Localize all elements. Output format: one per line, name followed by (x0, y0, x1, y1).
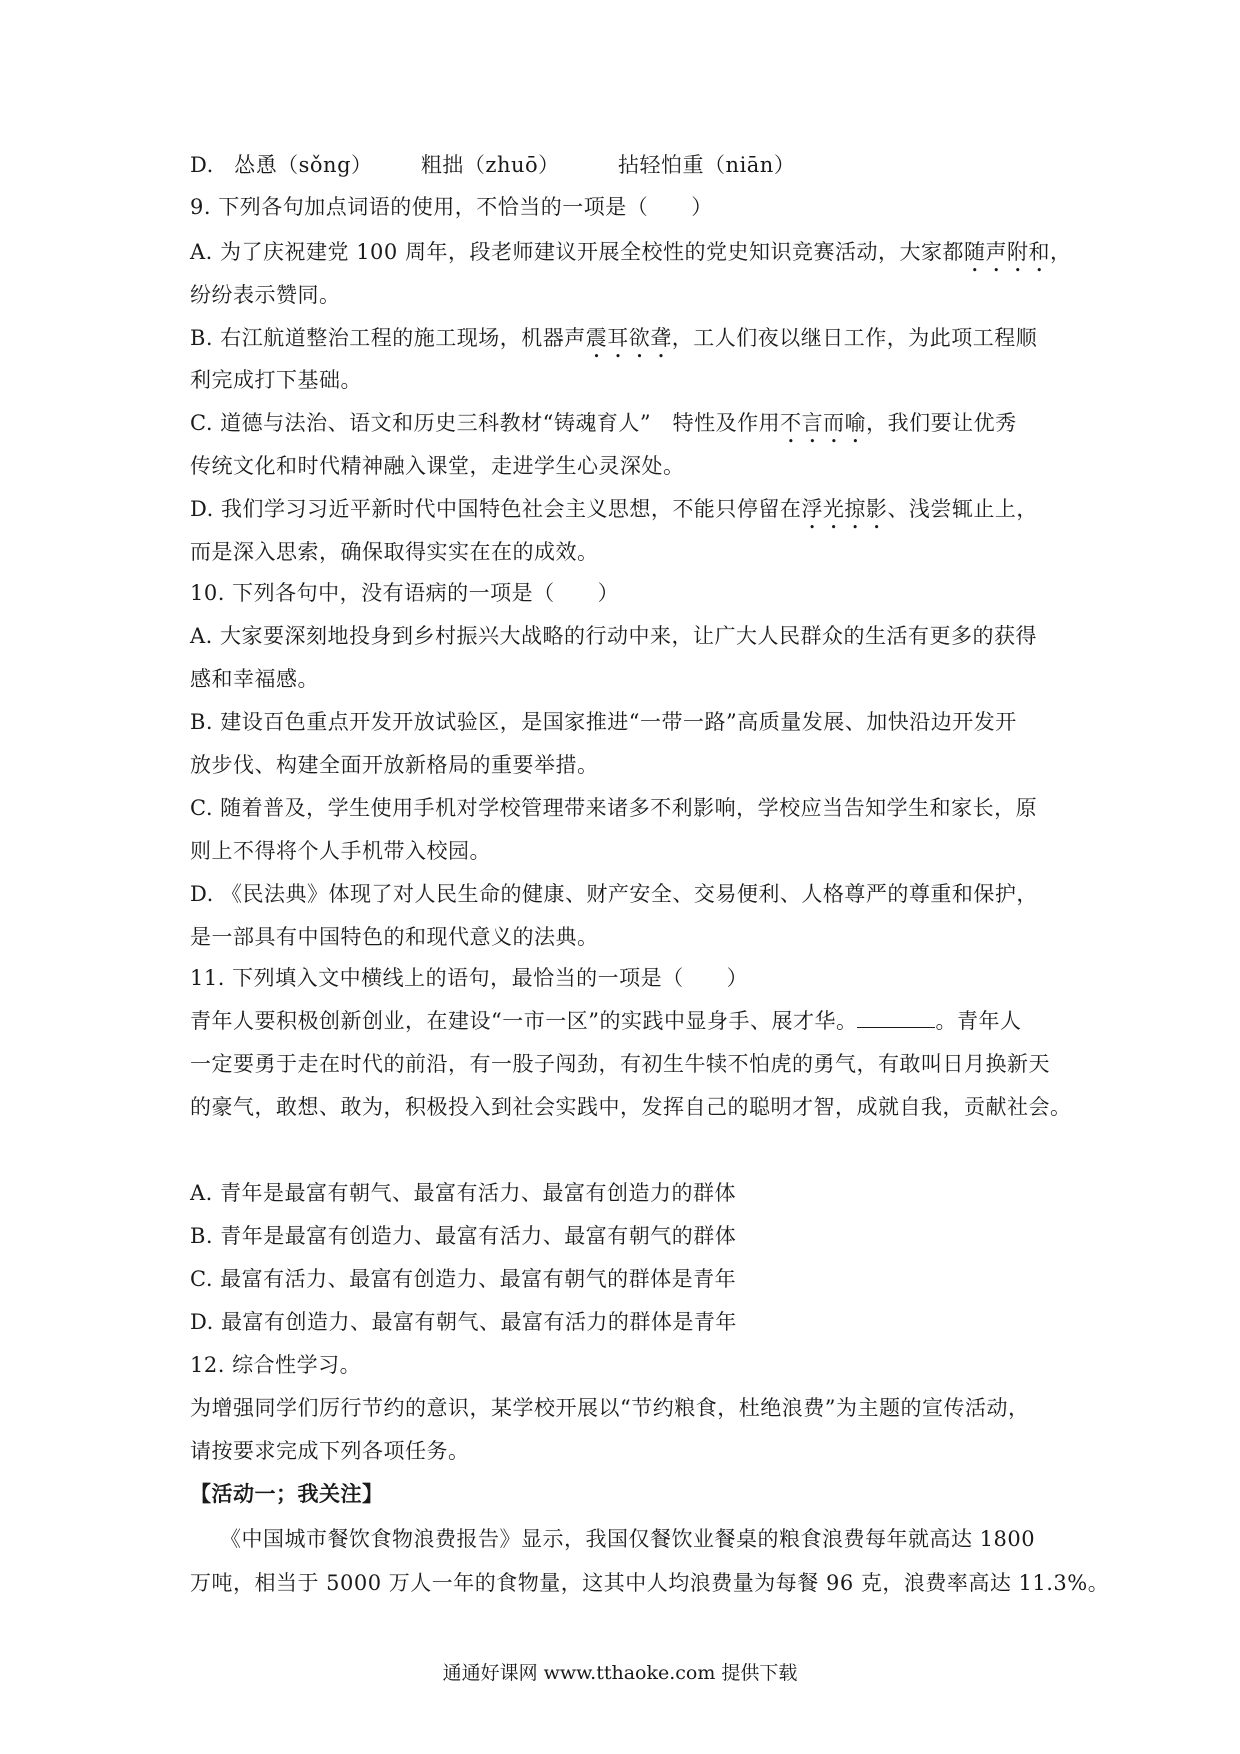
q11-stem: 11. 下列填入文中横线上的语句，最恰当的一项是（ ） (190, 966, 749, 990)
q11-passage-line-2: 一定要勇于走在时代的前沿，有一股子闯劲，有初生牛犊不怕虎的勇气，有敢叫日月换新天 (190, 1052, 1050, 1076)
q11-option-c: C. 最富有活力、最富有创造力、最富有朝气的群体是青年 (190, 1267, 737, 1291)
q10-option-d-cont: 是一部具有中国特色的和现代意义的法典。 (190, 925, 599, 949)
q12-material-line-1: 《中国城市餐饮食物浪费报告》显示，我国仅餐饮业餐桌的粮食浪费每年就高达 1800 (220, 1527, 1036, 1551)
option-label: D. (190, 153, 214, 177)
q11-option-b: B. 青年是最富有创造力、最富有活力、最富有朝气的群体 (190, 1224, 737, 1248)
q9-c-dotted-word: 不言而喻 (780, 411, 867, 435)
q9-c-text: C. 道德与法治、语文和历史三科教材“铸魂育人” 特性及作用 (190, 411, 781, 435)
fill-in-blank (857, 1007, 935, 1028)
q8-d-word-2: 粗拙（zhuō） (420, 153, 560, 177)
q9-b-dotted-word: 震耳欲聋 (585, 326, 672, 350)
q9-option-c (190, 408, 1070, 448)
q10-option-b-cont: 放步伐、构建全面开放新格局的重要举措。 (190, 753, 599, 777)
q12-stem: 12. 综合性学习。 (190, 1353, 362, 1377)
q8-option-d (190, 150, 1070, 180)
q9-a-text-end: ， (1049, 240, 1072, 264)
q10-option-a-cont: 感和幸福感。 (190, 667, 319, 691)
q11-passage-text-end: 。青年人 (935, 1009, 1022, 1033)
q9-a-text: A. 为了庆祝建党 100 周年，段老师建议开展全校性的党史知识竞赛活动，大家都 (190, 240, 964, 264)
q8-d-word-3: 拈轻怕重（niān） (618, 153, 796, 177)
q9-a-dotted-word: 随声附和 (963, 240, 1050, 264)
q9-d-dotted-word: 浮光掠影 (801, 497, 888, 521)
q9-b-text-end: ，工人们夜以继日工作，为此项工程顺 (671, 326, 1038, 350)
q12-activity-heading: 【活动一；我关注】 (190, 1481, 384, 1506)
q9-stem: 9. 下列各句加点词语的使用，不恰当的一项是（ ） (190, 195, 713, 219)
q10-option-a: A. 大家要深刻地投身到乡村振兴大战略的行动中来，让广大人民群众的生活有更多的获得 (190, 624, 1038, 648)
q8-d-word-1: 怂恿（sǒng） (234, 153, 373, 177)
q10-option-c-cont: 则上不得将个人手机带入校园。 (190, 839, 491, 863)
q11-passage-line-3: 的豪气，敢想、敢为，积极投入到社会实践中，发挥自己的聪明才智，成就自我，贡献社会。 (190, 1095, 1072, 1119)
q9-option-c-cont: 传统文化和时代精神融入课堂，走进学生心灵深处。 (190, 454, 685, 478)
q11-option-d: D. 最富有创造力、最富有朝气、最富有活力的群体是青年 (190, 1310, 737, 1334)
q10-option-d: D. 《民法典》体现了对人民生命的健康、财产安全、交易便利、人格尊严的尊重和保护， (190, 882, 1038, 906)
q9-option-b-cont: 利完成打下基础。 (190, 368, 362, 392)
q11-passage-text: 青年人要积极创新创业，在建设“一市一区”的实践中显身手、展才华。 (190, 1009, 858, 1033)
q9-d-text: D. 我们学习习近平新时代中国特色社会主义思想，不能只停留在 (190, 497, 802, 521)
q9-option-b (190, 323, 1070, 363)
q9-option-a-cont: 纷纷表示赞同。 (190, 283, 341, 307)
q12-intro-line-2: 请按要求完成下列各项任务。 (190, 1439, 470, 1463)
q9-b-text: B. 右江航道整治工程的施工现场，机器声 (190, 326, 586, 350)
q10-option-b: B. 建设百色重点开发开放试验区，是国家推进“一带一路”高质量发展、加快沿边开发开 (190, 710, 1017, 734)
q10-option-c: C. 随着普及，学生使用手机对学校管理带来诸多不利影响，学校应当告知学生和家长，原 (190, 796, 1038, 820)
q10-stem: 10. 下列各句中，没有语病的一项是（ ） (190, 581, 620, 605)
q11-option-a: A. 青年是最富有朝气、最富有活力、最富有创造力的群体 (190, 1181, 737, 1205)
q9-option-a (190, 237, 1070, 277)
q9-option-d-cont: 而是深入思索，确保取得实实在在的成效。 (190, 540, 599, 564)
page-footer: 通通好课网 www.tthaoke.com 提供下载 (442, 1662, 798, 1684)
q9-c-text-end: ，我们要让优秀 (866, 411, 1017, 435)
q12-material-line-2: 万吨，相当于 5000 万人一年的食物量，这其中人均浪费量为每餐 96 克，浪费率高达 11.3%。 (190, 1571, 1110, 1595)
q9-option-d (190, 494, 1070, 534)
q12-intro-line-1: 为增强同学们厉行节约的意识，某学校开展以“节约粮食，杜绝浪费”为主题的宣传活动， (190, 1396, 1030, 1420)
q9-d-text-end: 、浅尝辄止上， (887, 497, 1038, 521)
q11-passage-line-1 (190, 1006, 1070, 1036)
